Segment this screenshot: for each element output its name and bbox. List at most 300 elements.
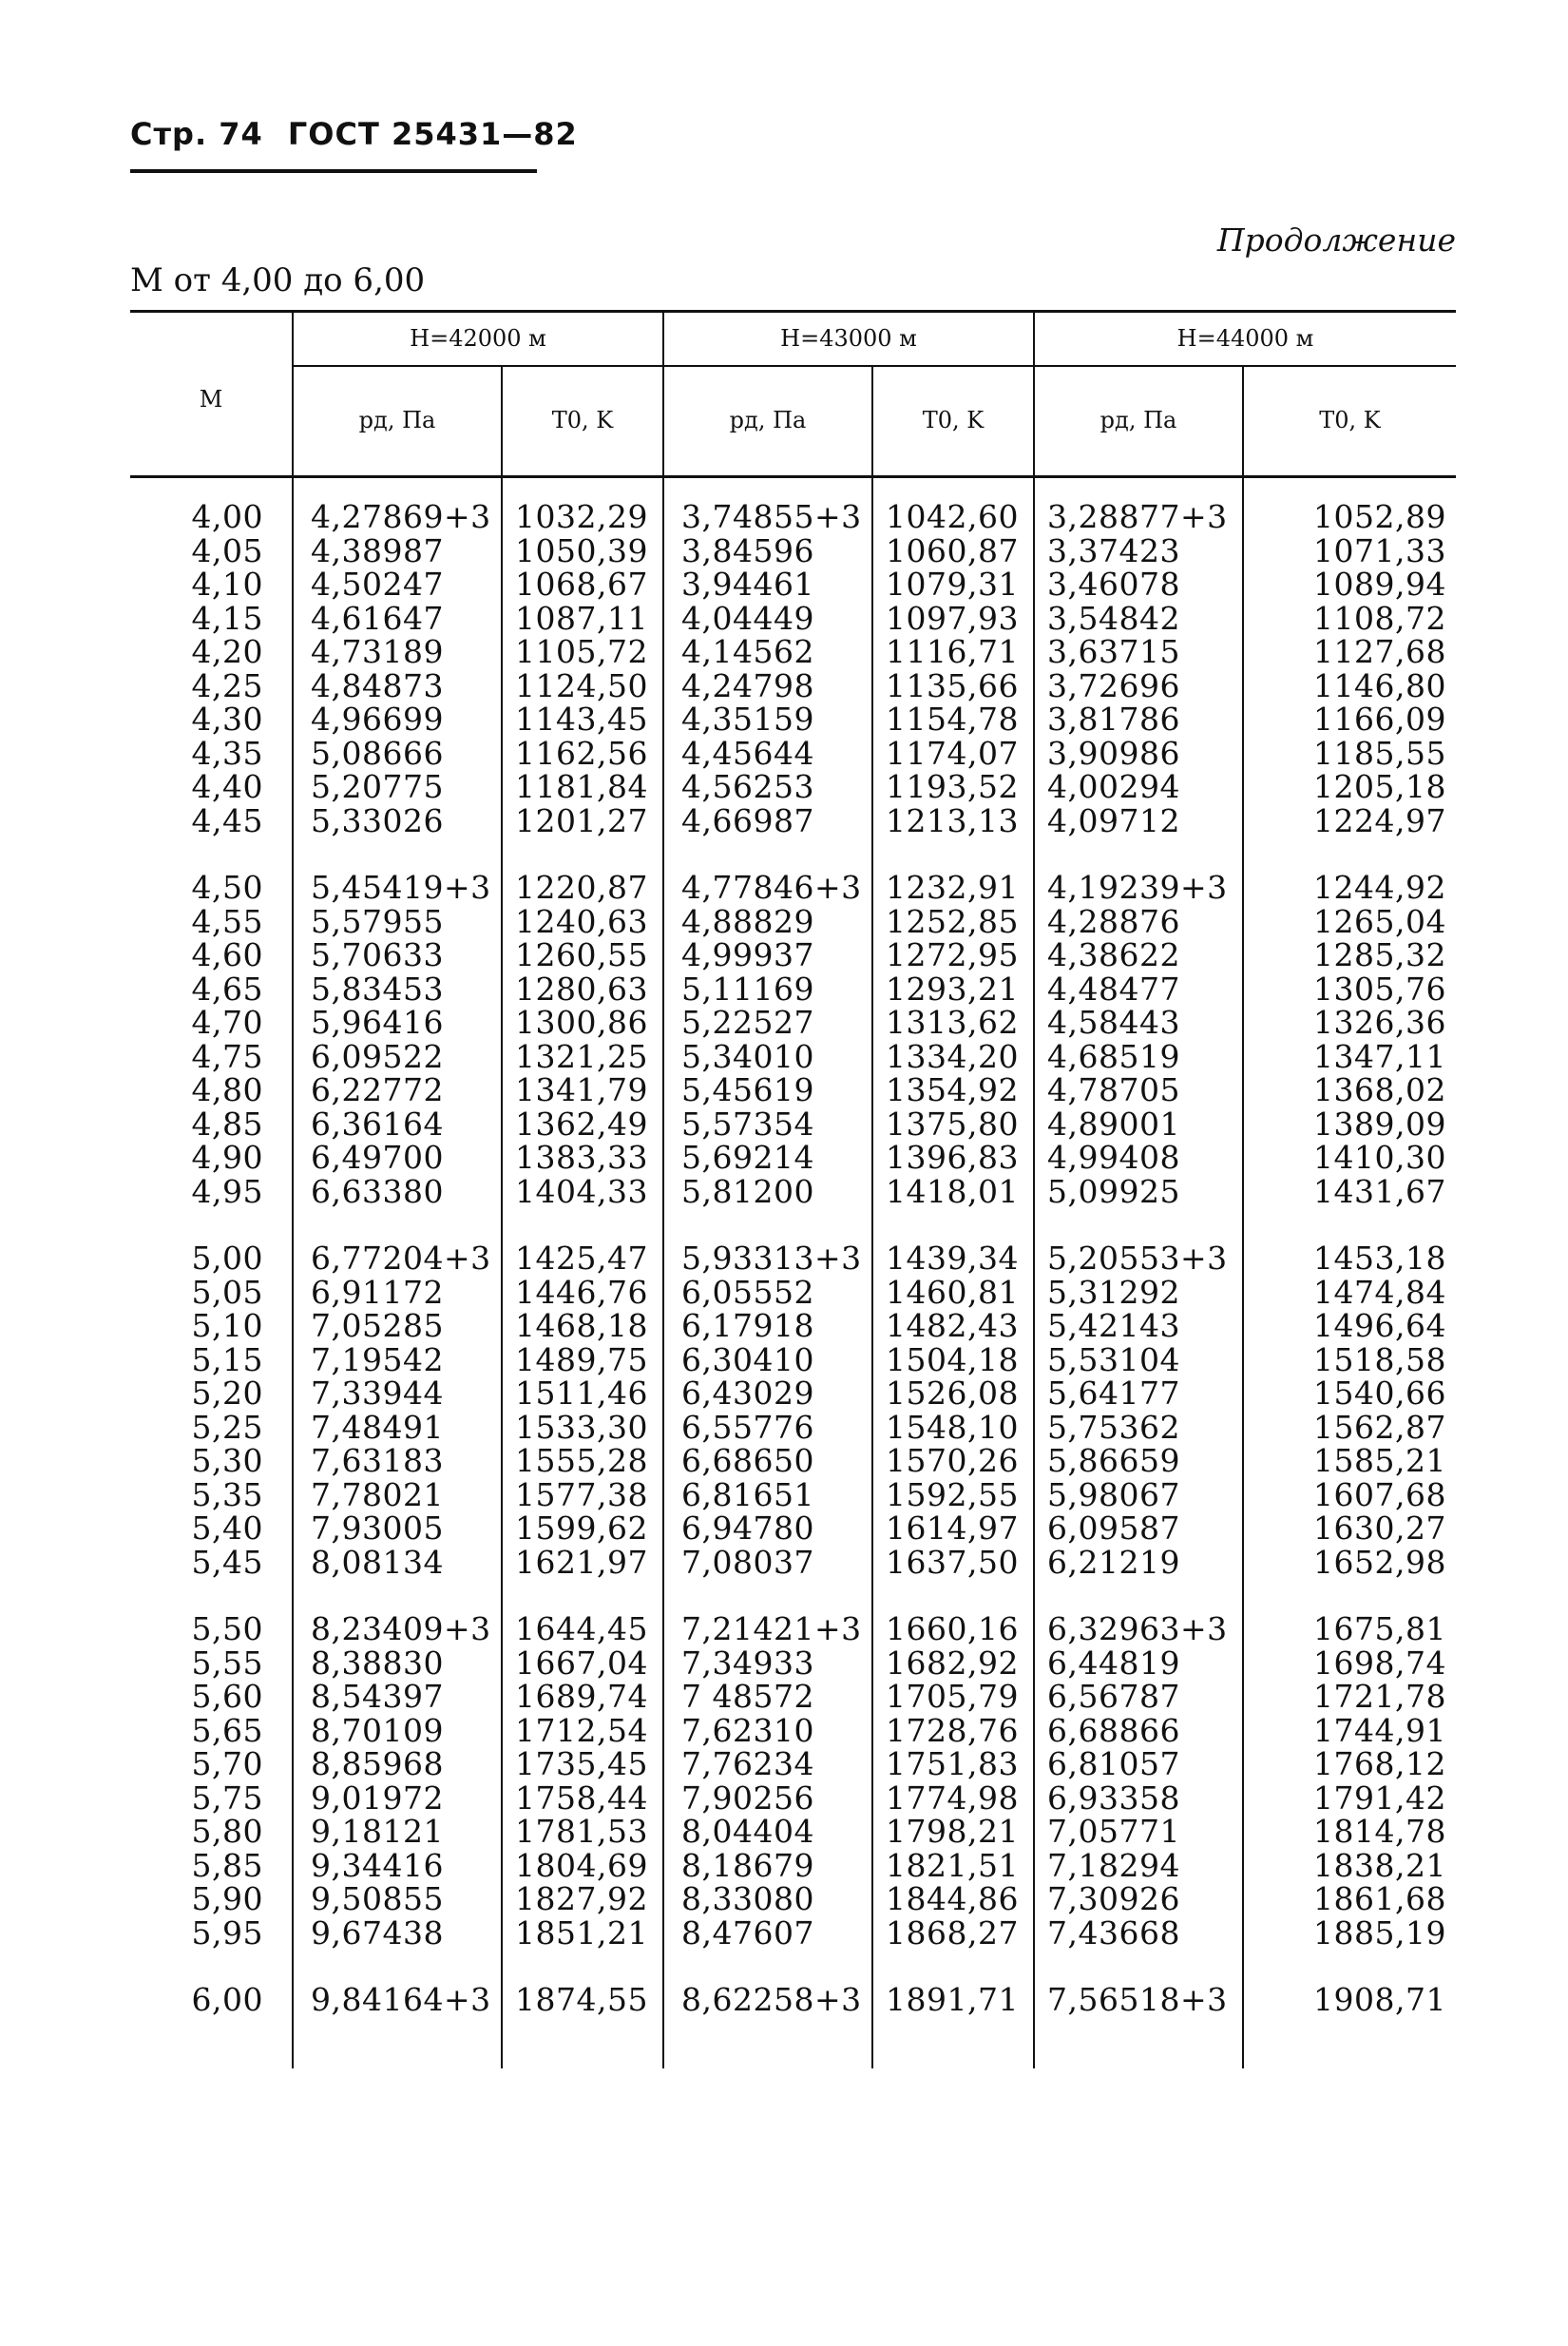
pressure-h42000-cell: 4,38987 <box>311 531 444 569</box>
pressure-h43000-cell: 4,88829 <box>681 902 814 940</box>
temperature-h43000-cell: 1439,34 <box>886 1240 1019 1277</box>
pressure-h42000-cell: 6,91172 <box>311 1273 444 1311</box>
col-sep-alt-2 <box>1033 310 1035 2068</box>
pressure-header-1: pд, Па <box>358 407 436 433</box>
pressure-h44000-cell: 4,68519 <box>1047 1037 1180 1075</box>
temperature-h44000-cell: 1410,30 <box>1313 1139 1446 1176</box>
temperature-h43000-cell: 1570,26 <box>886 1442 1019 1479</box>
pressure-h42000-cell: 5,20775 <box>311 768 444 805</box>
mach-number-cell: 4,25 <box>191 666 263 704</box>
temperature-h43000-cell: 1637,50 <box>886 1543 1019 1581</box>
temperature-h42000-cell: 1300,86 <box>515 1004 648 1041</box>
pressure-h44000-cell: 6,68866 <box>1047 1711 1180 1749</box>
temperature-h43000-cell: 1705,79 <box>886 1678 1019 1715</box>
temperature-h42000-cell: 1220,87 <box>515 869 648 906</box>
pressure-h44000-cell: 5,09925 <box>1047 1172 1180 1210</box>
pressure-h42000-cell: 6,63380 <box>311 1172 444 1210</box>
altitude-header-3: H=44000 м <box>1176 325 1314 352</box>
temperature-h42000-cell: 1599,62 <box>515 1510 648 1547</box>
temperature-h42000-cell: 1341,79 <box>515 1071 648 1108</box>
temperature-h44000-cell: 1224,97 <box>1313 801 1446 839</box>
temperature-h42000-cell: 1362,49 <box>515 1105 648 1143</box>
pressure-h43000-cell: 5,69214 <box>681 1139 814 1176</box>
temperature-h43000-cell: 1844,86 <box>886 1880 1019 1917</box>
pressure-h44000-cell: 6,09587 <box>1047 1510 1180 1547</box>
pressure-h44000-cell: 3,81786 <box>1047 701 1180 738</box>
temperature-h42000-cell: 1425,47 <box>515 1240 648 1277</box>
page-header <box>130 116 591 152</box>
temperature-h44000-cell: 1265,04 <box>1313 902 1446 940</box>
altitude-underline <box>292 365 1456 367</box>
temperature-h44000-cell: 1347,11 <box>1313 1037 1446 1075</box>
temperature-h44000-cell: 1244,92 <box>1313 869 1446 906</box>
temperature-h42000-cell: 1050,39 <box>515 531 648 569</box>
temperature-h44000-cell: 1585,21 <box>1313 1442 1446 1479</box>
pressure-h42000-cell: 8,38830 <box>311 1644 444 1682</box>
pressure-h43000-cell: 7,90256 <box>681 1779 814 1817</box>
temperature-h44000-cell: 1744,91 <box>1313 1711 1446 1749</box>
temperature-h43000-cell: 1193,52 <box>886 768 1019 805</box>
data-table <box>130 310 1456 2068</box>
temperature-h42000-cell: 1032,29 <box>515 498 648 535</box>
pressure-h42000-cell: 5,96416 <box>311 1004 444 1041</box>
temperature-h42000-cell: 1181,84 <box>515 768 648 805</box>
pressure-header-2: pд, Па <box>729 407 807 433</box>
temperature-h44000-cell: 1518,58 <box>1313 1340 1446 1378</box>
mach-number-cell: 4,05 <box>191 531 263 569</box>
mach-number-cell: 4,10 <box>191 566 263 603</box>
pressure-h43000-cell: 8,62258+3 <box>681 1981 862 2018</box>
temperature-h43000-cell: 1293,21 <box>886 970 1019 1008</box>
temperature-h43000-cell: 1592,55 <box>886 1475 1019 1513</box>
temperature-h44000-cell: 1908,71 <box>1313 1981 1446 2018</box>
temperature-h43000-cell: 1418,01 <box>886 1172 1019 1210</box>
temperature-h43000-cell: 1821,51 <box>886 1846 1019 1884</box>
pressure-h42000-cell: 8,54397 <box>311 1678 444 1715</box>
pressure-h43000-cell: 4,35159 <box>681 701 814 738</box>
mach-number-cell: 5,40 <box>191 1510 263 1547</box>
mach-number-cell: 5,10 <box>191 1307 263 1344</box>
temperature-h44000-cell: 1146,80 <box>1313 666 1446 704</box>
temperature-h43000-cell: 1614,97 <box>886 1510 1019 1547</box>
temperature-h44000-cell: 1185,55 <box>1313 734 1446 772</box>
pressure-h44000-cell: 3,54842 <box>1047 599 1180 637</box>
pressure-h43000-cell: 7,08037 <box>681 1543 814 1581</box>
pressure-h44000-cell: 5,98067 <box>1047 1475 1180 1513</box>
pressure-h42000-cell: 7,19542 <box>311 1340 444 1378</box>
pressure-h44000-cell: 5,86659 <box>1047 1442 1180 1479</box>
temperature-h42000-cell: 1143,45 <box>515 701 648 738</box>
pressure-h44000-cell: 4,89001 <box>1047 1105 1180 1143</box>
pressure-h42000-cell: 8,08134 <box>311 1543 444 1581</box>
temperature-h43000-cell: 1774,98 <box>886 1779 1019 1817</box>
mach-number-cell: 4,00 <box>191 498 263 535</box>
temperature-h44000-cell: 1885,19 <box>1313 1913 1446 1952</box>
temperature-h42000-cell: 1404,33 <box>515 1172 648 1210</box>
mach-number-cell: 4,80 <box>191 1071 263 1108</box>
mach-number-cell: 5,80 <box>191 1813 263 1850</box>
pressure-h44000-cell: 6,21219 <box>1047 1543 1180 1581</box>
pressure-h43000-cell: 7,62310 <box>681 1711 814 1749</box>
pressure-h43000-cell: 8,04404 <box>681 1813 814 1850</box>
temperature-h44000-cell: 1652,98 <box>1313 1543 1446 1581</box>
pressure-header-3: pд, Па <box>1100 407 1177 433</box>
pressure-h42000-cell: 4,27869+3 <box>311 498 491 535</box>
temperature-h42000-cell: 1874,55 <box>515 1981 648 2018</box>
pressure-h43000-cell: 7 48572 <box>681 1678 814 1715</box>
temperature-h42000-cell: 1201,27 <box>515 801 648 839</box>
temperature-h43000-cell: 1660,16 <box>886 1610 1019 1647</box>
temperature-h42000-cell: 1735,45 <box>515 1745 648 1782</box>
mach-number-cell: 5,50 <box>191 1610 263 1647</box>
pressure-h43000-cell: 5,11169 <box>681 970 814 1008</box>
temperature-h43000-cell: 1728,76 <box>886 1711 1019 1749</box>
temperature-h42000-cell: 1068,67 <box>515 566 648 603</box>
mach-number-cell: 5,20 <box>191 1375 263 1412</box>
altitude-header-2: H=43000 м <box>780 325 917 352</box>
temperature-h44000-cell: 1052,89 <box>1313 498 1446 535</box>
pressure-h42000-cell: 7,78021 <box>311 1475 444 1513</box>
col-sep-m <box>292 310 294 2068</box>
temperature-h44000-cell: 1675,81 <box>1313 1610 1446 1647</box>
mach-number-cell: 4,45 <box>191 801 263 839</box>
pressure-h44000-cell: 3,90986 <box>1047 734 1180 772</box>
mach-number-cell: 4,40 <box>191 768 263 805</box>
temperature-h43000-cell: 1482,43 <box>886 1307 1019 1344</box>
header-rule <box>130 169 537 173</box>
mach-number-cell: 5,85 <box>191 1846 263 1884</box>
temperature-h42000-cell: 1321,25 <box>515 1037 648 1075</box>
mach-number-cell: 4,65 <box>191 970 263 1008</box>
temperature-h43000-cell: 1868,27 <box>886 1913 1019 1952</box>
pressure-h44000-cell: 3,28877+3 <box>1047 498 1228 535</box>
temperature-h44000-cell: 1540,66 <box>1313 1375 1446 1412</box>
pressure-h42000-cell: 8,70109 <box>311 1711 444 1749</box>
pressure-h43000-cell: 5,34010 <box>681 1037 814 1075</box>
pressure-h44000-cell: 5,64177 <box>1047 1375 1180 1412</box>
pressure-h43000-cell: 6,94780 <box>681 1510 814 1547</box>
temperature-h43000-cell: 1252,85 <box>886 902 1019 940</box>
temperature-h43000-cell: 1135,66 <box>886 666 1019 704</box>
pressure-h43000-cell: 7,34933 <box>681 1644 814 1682</box>
temperature-h42000-cell: 1511,46 <box>515 1375 648 1412</box>
pressure-h44000-cell: 4,00294 <box>1047 768 1180 805</box>
pressure-h44000-cell: 3,72696 <box>1047 666 1180 704</box>
mach-number-cell: 4,15 <box>191 599 263 637</box>
pressure-h42000-cell: 7,93005 <box>311 1510 444 1547</box>
pressure-h42000-cell: 6,22772 <box>311 1071 444 1108</box>
pressure-h43000-cell: 3,94461 <box>681 566 814 603</box>
temperature-h42000-cell: 1446,76 <box>515 1273 648 1311</box>
pressure-h44000-cell: 6,32963+3 <box>1047 1610 1228 1647</box>
pressure-h43000-cell: 6,81651 <box>681 1475 814 1513</box>
temperature-h44000-cell: 1205,18 <box>1313 768 1446 805</box>
pressure-h42000-cell: 8,23409+3 <box>311 1610 491 1647</box>
pressure-h44000-cell: 5,42143 <box>1047 1307 1180 1344</box>
temperature-h42000-cell: 1240,63 <box>515 902 648 940</box>
temperature-h44000-cell: 1285,32 <box>1313 936 1446 973</box>
pressure-h42000-cell: 4,84873 <box>311 666 444 704</box>
temperature-h44000-cell: 1127,68 <box>1313 633 1446 670</box>
pressure-h43000-cell: 4,77846+3 <box>681 869 862 906</box>
temperature-h43000-cell: 1272,95 <box>886 936 1019 973</box>
pressure-h44000-cell: 4,48477 <box>1047 970 1180 1008</box>
mach-number-cell: 5,30 <box>191 1442 263 1479</box>
temperature-h43000-cell: 1504,18 <box>886 1340 1019 1378</box>
temperature-h44000-cell: 1389,09 <box>1313 1105 1446 1143</box>
pressure-h43000-cell: 3,74855+3 <box>681 498 862 535</box>
temperature-h43000-cell: 1060,87 <box>886 531 1019 569</box>
mach-number-cell: 4,75 <box>191 1037 263 1075</box>
page-number: Стр. 74 <box>130 116 263 152</box>
pressure-h44000-cell: 7,43668 <box>1047 1913 1180 1952</box>
temperature-h44000-cell: 1607,68 <box>1313 1475 1446 1513</box>
pressure-h44000-cell: 6,56787 <box>1047 1678 1180 1715</box>
pressure-h43000-cell: 6,68650 <box>681 1442 814 1479</box>
mach-number-cell: 5,90 <box>191 1880 263 1917</box>
pressure-h43000-cell: 6,55776 <box>681 1408 814 1446</box>
mach-number-cell: 6,00 <box>191 1981 263 2018</box>
temperature-h42000-cell: 1827,92 <box>515 1880 648 1917</box>
temperature-h43000-cell: 1154,78 <box>886 701 1019 738</box>
pressure-h44000-cell: 4,99408 <box>1047 1139 1180 1176</box>
pressure-h42000-cell: 8,85968 <box>311 1745 444 1782</box>
altitude-header-1: H=42000 м <box>410 325 546 352</box>
col-sep-alt-1 <box>662 310 664 2068</box>
temperature-h44000-cell: 1453,18 <box>1313 1240 1446 1277</box>
pressure-h43000-cell: 8,47607 <box>681 1913 814 1952</box>
pressure-h43000-cell: 5,22527 <box>681 1004 814 1041</box>
temperature-h42000-cell: 1555,28 <box>515 1442 648 1479</box>
temperature-h44000-cell: 1326,36 <box>1313 1004 1446 1041</box>
pressure-h42000-cell: 9,84164+3 <box>311 1981 491 2018</box>
temperature-h42000-cell: 1260,55 <box>515 936 648 973</box>
temperature-h42000-cell: 1105,72 <box>515 633 648 670</box>
col-sep-3 <box>1242 367 1244 2068</box>
pressure-h43000-cell: 6,43029 <box>681 1375 814 1412</box>
pressure-h44000-cell: 6,81057 <box>1047 1745 1180 1782</box>
temperature-h43000-cell: 1097,93 <box>886 599 1019 637</box>
standard-id: ГОСТ 25431—82 <box>287 116 578 152</box>
temperature-h43000-cell: 1548,10 <box>886 1408 1019 1446</box>
pressure-h44000-cell: 3,37423 <box>1047 531 1180 569</box>
mach-number-cell: 5,75 <box>191 1779 263 1817</box>
mach-number-cell: 5,35 <box>191 1475 263 1513</box>
temperature-h42000-cell: 1689,74 <box>515 1678 648 1715</box>
pressure-h42000-cell: 9,18121 <box>311 1813 444 1850</box>
temperature-header-1: T0, K <box>551 407 614 433</box>
temperature-header-3: T0, K <box>1319 407 1381 433</box>
pressure-h44000-cell: 4,09712 <box>1047 801 1180 839</box>
pressure-h43000-cell: 4,45644 <box>681 734 814 772</box>
m-column-header: М <box>199 386 223 413</box>
pressure-h42000-cell: 7,05285 <box>311 1307 444 1344</box>
mach-number-cell: 5,65 <box>191 1711 263 1749</box>
pressure-h43000-cell: 4,56253 <box>681 768 814 805</box>
mach-number-cell: 4,85 <box>191 1105 263 1143</box>
pressure-h42000-cell: 6,09522 <box>311 1037 444 1075</box>
temperature-h43000-cell: 1042,60 <box>886 498 1019 535</box>
temperature-h43000-cell: 1460,81 <box>886 1273 1019 1311</box>
temperature-h44000-cell: 1089,94 <box>1313 566 1446 603</box>
pressure-h43000-cell: 7,76234 <box>681 1745 814 1782</box>
pressure-h43000-cell: 6,05552 <box>681 1273 814 1311</box>
pressure-h44000-cell: 5,20553+3 <box>1047 1240 1228 1277</box>
pressure-h42000-cell: 6,49700 <box>311 1139 444 1176</box>
temperature-h44000-cell: 1698,74 <box>1313 1644 1446 1682</box>
pressure-h44000-cell: 7,56518+3 <box>1047 1981 1228 2018</box>
pressure-h43000-cell: 8,33080 <box>681 1880 814 1917</box>
temperature-h42000-cell: 1162,56 <box>515 734 648 772</box>
temperature-h44000-cell: 1721,78 <box>1313 1678 1446 1715</box>
temperature-h43000-cell: 1891,71 <box>886 1981 1019 2018</box>
temperature-h43000-cell: 1079,31 <box>886 566 1019 603</box>
temperature-h43000-cell: 1213,13 <box>886 801 1019 839</box>
mach-number-cell: 5,55 <box>191 1644 263 1682</box>
pressure-h42000-cell: 4,61647 <box>311 599 444 637</box>
pressure-h44000-cell: 6,93358 <box>1047 1779 1180 1817</box>
temperature-h44000-cell: 1305,76 <box>1313 970 1446 1008</box>
mach-number-cell: 4,30 <box>191 701 263 738</box>
temperature-header-2: T0, K <box>922 407 985 433</box>
pressure-h42000-cell: 9,50855 <box>311 1880 444 1917</box>
pressure-h44000-cell: 4,78705 <box>1047 1071 1180 1108</box>
mach-number-cell: 5,15 <box>191 1340 263 1378</box>
temperature-h42000-cell: 1087,11 <box>515 599 648 637</box>
temperature-h42000-cell: 1489,75 <box>515 1340 648 1378</box>
pressure-h43000-cell: 8,18679 <box>681 1846 814 1884</box>
mach-number-cell: 4,50 <box>191 869 263 906</box>
pressure-h42000-cell: 9,67438 <box>311 1913 444 1952</box>
temperature-h42000-cell: 1781,53 <box>515 1813 648 1850</box>
pressure-h44000-cell: 7,18294 <box>1047 1846 1180 1884</box>
pressure-h42000-cell: 5,45419+3 <box>311 869 491 906</box>
temperature-h44000-cell: 1768,12 <box>1313 1745 1446 1782</box>
col-sep-2 <box>871 367 873 2068</box>
temperature-h43000-cell: 1334,20 <box>886 1037 1019 1075</box>
temperature-h44000-cell: 1431,67 <box>1313 1172 1446 1210</box>
pressure-h43000-cell: 5,81200 <box>681 1172 814 1210</box>
temperature-h43000-cell: 1751,83 <box>886 1745 1019 1782</box>
temperature-h42000-cell: 1644,45 <box>515 1610 648 1647</box>
pressure-h43000-cell: 6,30410 <box>681 1340 814 1378</box>
pressure-h44000-cell: 6,44819 <box>1047 1644 1180 1682</box>
temperature-h42000-cell: 1280,63 <box>515 970 648 1008</box>
mach-number-cell: 4,35 <box>191 734 263 772</box>
pressure-h44000-cell: 5,53104 <box>1047 1340 1180 1378</box>
pressure-h43000-cell: 5,57354 <box>681 1105 814 1143</box>
mach-number-cell: 5,95 <box>191 1913 263 1952</box>
temperature-h42000-cell: 1758,44 <box>515 1779 648 1817</box>
pressure-h42000-cell: 9,34416 <box>311 1846 444 1884</box>
pressure-h43000-cell: 4,14562 <box>681 633 814 670</box>
mach-number-cell: 5,00 <box>191 1240 263 1277</box>
pressure-h43000-cell: 3,84596 <box>681 531 814 569</box>
pressure-h44000-cell: 3,46078 <box>1047 566 1180 603</box>
temperature-h44000-cell: 1562,87 <box>1313 1408 1446 1446</box>
pressure-h44000-cell: 4,28876 <box>1047 902 1180 940</box>
header-bottom-rule <box>130 475 1456 478</box>
temperature-h42000-cell: 1383,33 <box>515 1139 648 1176</box>
temperature-h44000-cell: 1368,02 <box>1313 1071 1446 1108</box>
pressure-h42000-cell: 7,63183 <box>311 1442 444 1479</box>
pressure-h43000-cell: 5,45619 <box>681 1071 814 1108</box>
mach-number-cell: 4,55 <box>191 902 263 940</box>
temperature-h43000-cell: 1232,91 <box>886 869 1019 906</box>
pressure-h43000-cell: 4,04449 <box>681 599 814 637</box>
temperature-h43000-cell: 1116,71 <box>886 633 1019 670</box>
temperature-h42000-cell: 1468,18 <box>515 1307 648 1344</box>
mach-number-cell: 5,60 <box>191 1678 263 1715</box>
mach-number-cell: 5,25 <box>191 1408 263 1446</box>
temperature-h43000-cell: 1526,08 <box>886 1375 1019 1412</box>
temperature-h44000-cell: 1838,21 <box>1313 1846 1446 1884</box>
temperature-h43000-cell: 1396,83 <box>886 1139 1019 1176</box>
temperature-h44000-cell: 1166,09 <box>1313 701 1446 738</box>
pressure-h43000-cell: 4,24798 <box>681 666 814 704</box>
mach-number-cell: 4,90 <box>191 1139 263 1176</box>
pressure-h42000-cell: 5,70633 <box>311 936 444 973</box>
temperature-h43000-cell: 1174,07 <box>886 734 1019 772</box>
pressure-h42000-cell: 4,96699 <box>311 701 444 738</box>
continuation-label: Продолжение <box>1216 221 1456 259</box>
temperature-h42000-cell: 1851,21 <box>515 1913 648 1952</box>
temperature-h44000-cell: 1861,68 <box>1313 1880 1446 1917</box>
pressure-h44000-cell: 5,31292 <box>1047 1273 1180 1311</box>
pressure-h44000-cell: 4,38622 <box>1047 936 1180 973</box>
temperature-h44000-cell: 1474,84 <box>1313 1273 1446 1311</box>
temperature-h42000-cell: 1124,50 <box>515 666 648 704</box>
mach-number-cell: 4,60 <box>191 936 263 973</box>
mach-number-cell: 4,95 <box>191 1172 263 1210</box>
pressure-h43000-cell: 4,66987 <box>681 801 814 839</box>
temperature-h43000-cell: 1375,80 <box>886 1105 1019 1143</box>
pressure-h43000-cell: 5,93313+3 <box>681 1240 862 1277</box>
mach-number-cell: 5,70 <box>191 1745 263 1782</box>
temperature-h42000-cell: 1667,04 <box>515 1644 648 1682</box>
pressure-h42000-cell: 9,01972 <box>311 1779 444 1817</box>
pressure-h44000-cell: 4,58443 <box>1047 1004 1180 1041</box>
pressure-h43000-cell: 6,17918 <box>681 1307 814 1344</box>
pressure-h42000-cell: 5,08666 <box>311 734 444 772</box>
pressure-h42000-cell: 6,77204+3 <box>311 1240 491 1277</box>
mach-number-cell: 4,20 <box>191 633 263 670</box>
pressure-h42000-cell: 7,33944 <box>311 1375 444 1412</box>
mach-number-cell: 4,70 <box>191 1004 263 1041</box>
temperature-h43000-cell: 1682,92 <box>886 1644 1019 1682</box>
temperature-h43000-cell: 1313,62 <box>886 1004 1019 1041</box>
temperature-h44000-cell: 1791,42 <box>1313 1779 1446 1817</box>
temperature-h44000-cell: 1496,64 <box>1313 1307 1446 1344</box>
pressure-h42000-cell: 4,50247 <box>311 566 444 603</box>
pressure-h44000-cell: 7,30926 <box>1047 1880 1180 1917</box>
temperature-h43000-cell: 1354,92 <box>886 1071 1019 1108</box>
temperature-h42000-cell: 1533,30 <box>515 1408 648 1446</box>
table-top-rule <box>130 310 1456 313</box>
pressure-h42000-cell: 6,36164 <box>311 1105 444 1143</box>
pressure-h44000-cell: 4,19239+3 <box>1047 869 1228 906</box>
temperature-h42000-cell: 1712,54 <box>515 1711 648 1749</box>
pressure-h42000-cell: 5,83453 <box>311 970 444 1008</box>
temperature-h42000-cell: 1577,38 <box>515 1475 648 1513</box>
temperature-h44000-cell: 1071,33 <box>1313 531 1446 569</box>
pressure-h42000-cell: 4,73189 <box>311 633 444 670</box>
temperature-h44000-cell: 1630,27 <box>1313 1510 1446 1547</box>
pressure-h44000-cell: 7,05771 <box>1047 1813 1180 1850</box>
temperature-h44000-cell: 1814,78 <box>1313 1813 1446 1850</box>
pressure-h43000-cell: 4,99937 <box>681 936 814 973</box>
range-label: М от 4,00 до 6,00 <box>130 261 426 299</box>
